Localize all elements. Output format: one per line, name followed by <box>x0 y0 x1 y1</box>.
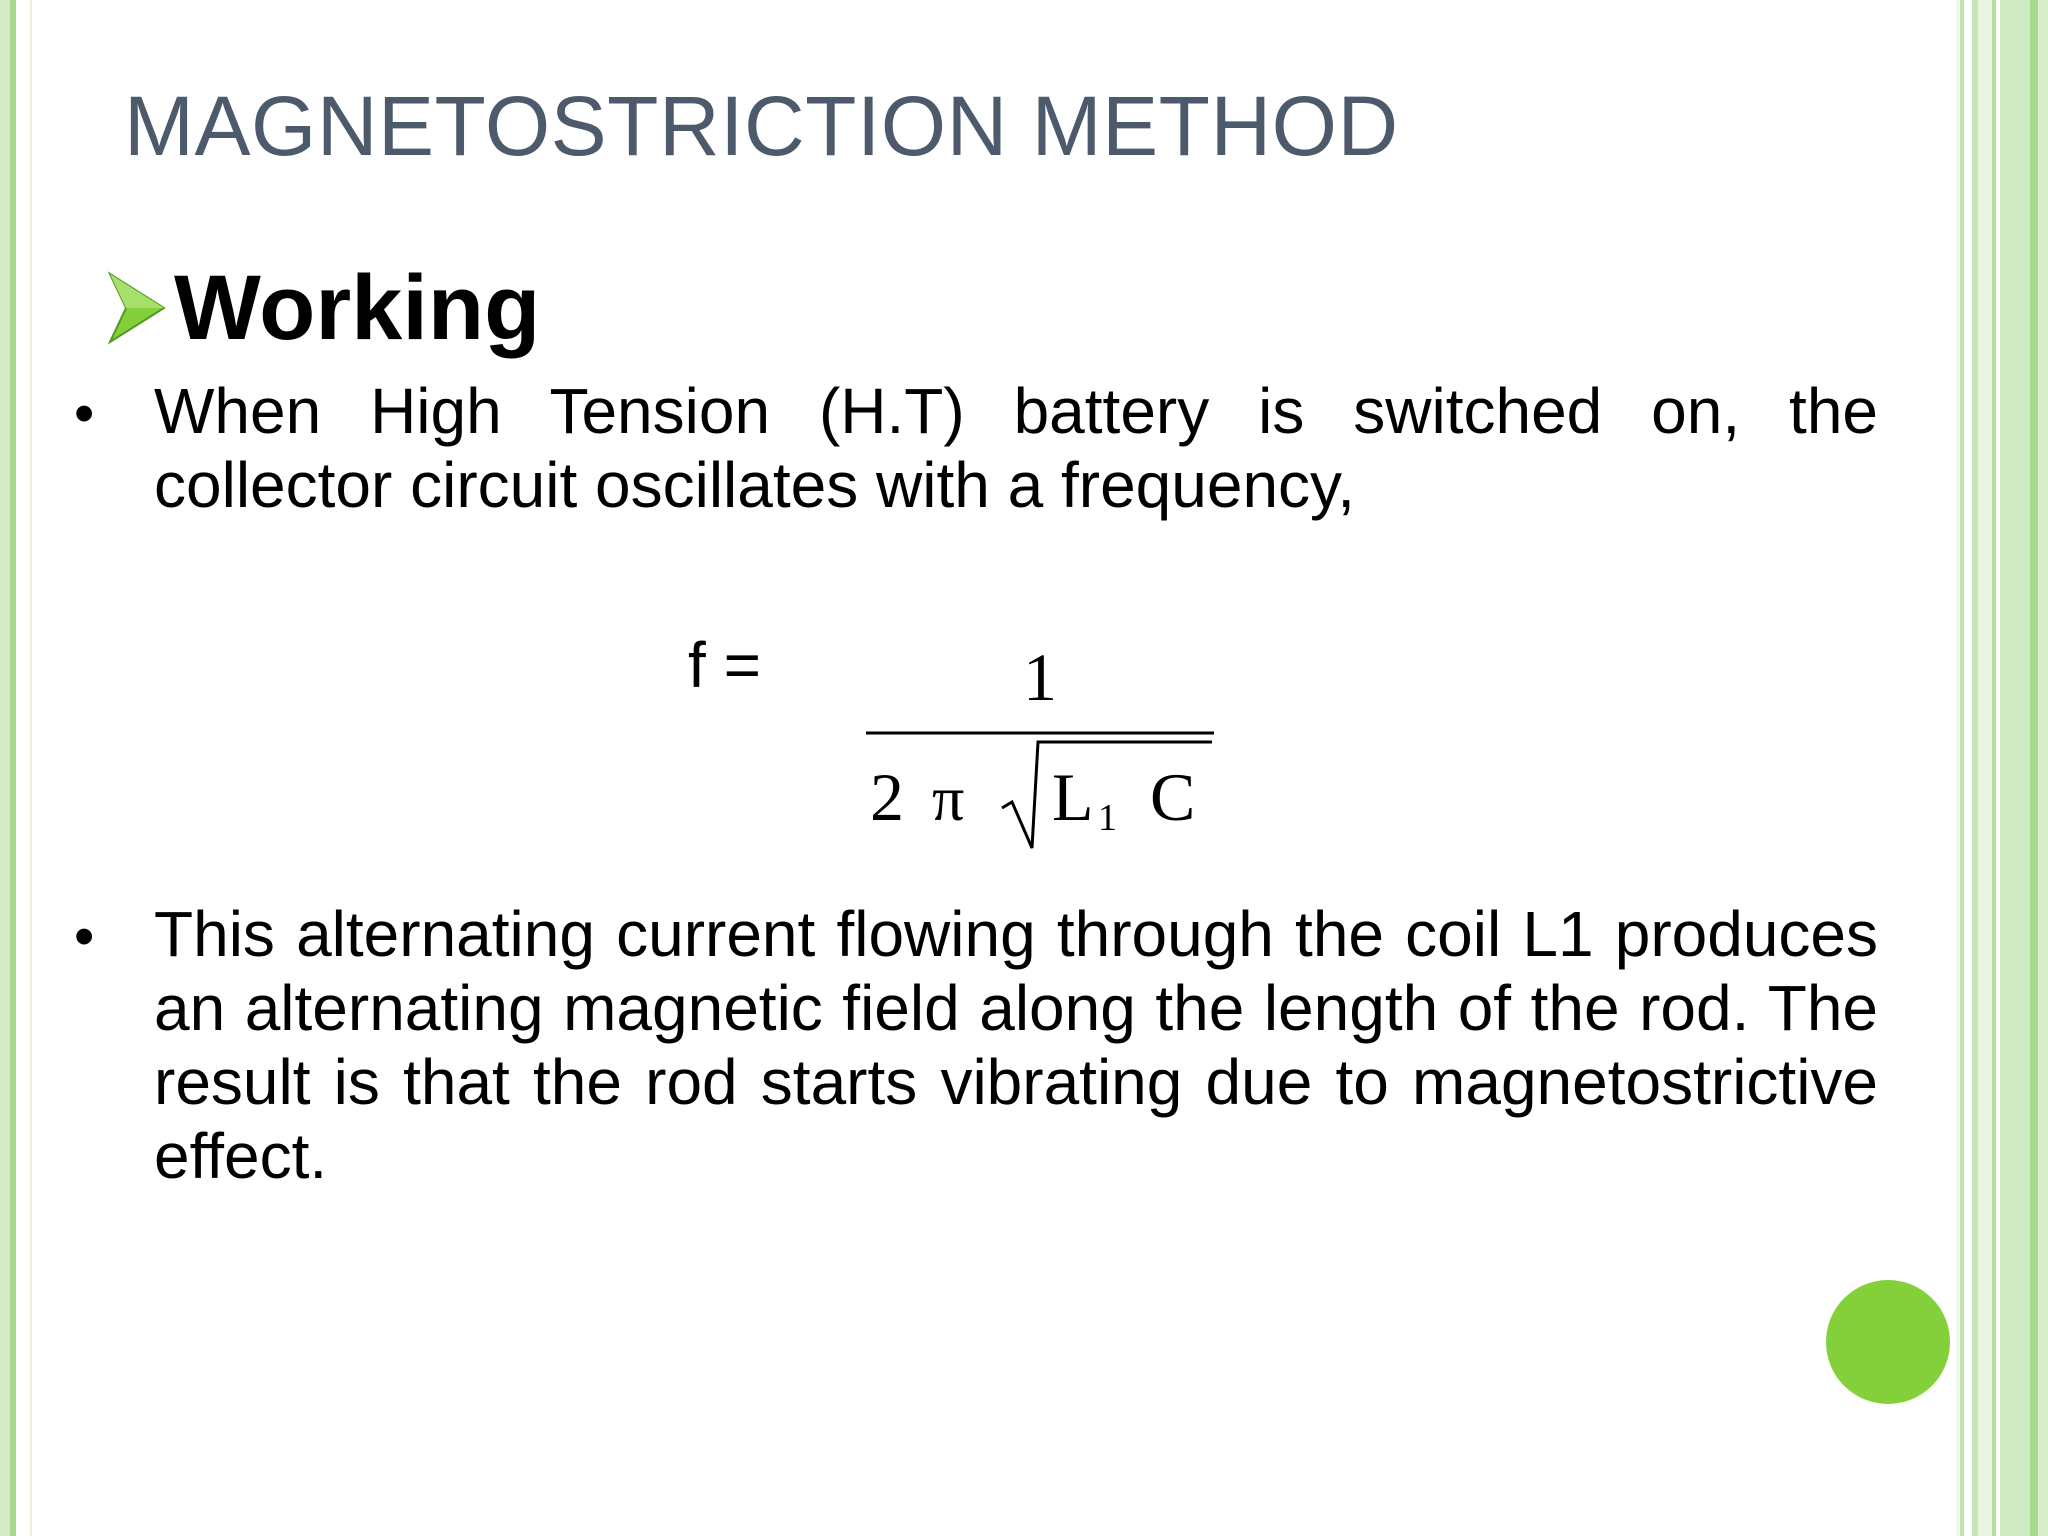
left-border-stripe <box>16 0 30 1536</box>
right-border-stripe <box>2038 0 2048 1536</box>
heading-label: Working <box>174 256 541 359</box>
bullet-text: This alternating current flowing through the coil L1 produces an alternating magnetic field along the length of the rod. The result is that the rod starts vibrating due to magnetostrictive effect. <box>154 898 1878 1192</box>
bullet-text: When High Tension (H.T) battery is switched on, the collector circuit oscillates with a frequency, <box>154 375 1878 521</box>
green-circle-decoration <box>1826 1280 1950 1404</box>
bullet-marker: • <box>74 904 95 969</box>
formula-numerator: 1 <box>1023 639 1057 715</box>
arrow-bullet-icon <box>106 270 168 346</box>
left-border-stripe <box>0 0 10 1536</box>
frequency-formula <box>860 630 1220 860</box>
formula-coefficient: 2 <box>870 759 904 835</box>
slide-title: MAGNETOSTRICTION METHOD <box>124 79 1399 173</box>
formula-inductance: L <box>1052 759 1094 835</box>
right-border-stripe <box>1964 0 1972 1536</box>
formula-lhs: f = <box>688 629 761 701</box>
formula-capacitance: C <box>1150 759 1196 835</box>
right-border-stripe <box>2030 0 2038 1536</box>
right-border-stripe <box>2000 0 2030 1536</box>
right-border-stripe <box>1978 0 1992 1536</box>
left-border-stripe <box>30 0 32 1536</box>
bullet-marker: • <box>74 381 95 446</box>
section-heading <box>106 258 540 358</box>
formula-pi: π <box>932 763 965 834</box>
formula-subscript: 1 <box>1098 797 1117 839</box>
